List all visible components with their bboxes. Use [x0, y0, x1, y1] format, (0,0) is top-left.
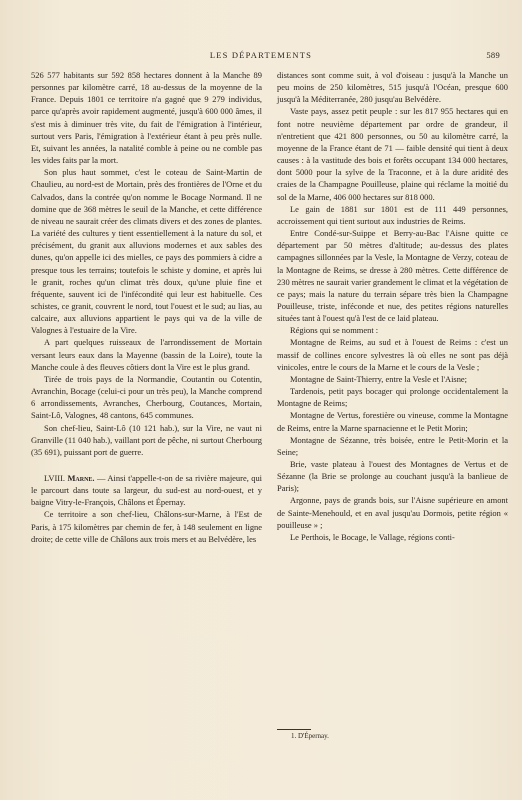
list-item: Montagne de Vertus, forestière ou vineuse, comme la Montagne de Reims, entre la Marne sparnacienne et le Petit Morin;	[277, 410, 508, 433]
paragraph: distances sont comme suit, à vol d'oiseau : jusqu'à la Manche un peu moins de 250 kilomètres, 515 jusqu'à l'Océan, presque 600 jusqu'à la Méditerranée, 280 jusqu'au Belvédère.	[277, 70, 508, 105]
paragraph: Le gain de 1881 sur 1801 est de 111 449 personnes, accroissement qui tient surtout aux industries de Reims.	[277, 203, 508, 226]
list-item: Tardenois, petit pays bocager qui prolonge occidentalement la Montagne de Reims;	[277, 386, 508, 409]
section-heading: Marne.	[67, 473, 95, 483]
list-item: Montagne de Saint-Thierry, entre la Vesle et l'Aisne;	[290, 373, 468, 384]
list-item: Le Perthois, le Bocage, le Vallage, régions conti-	[290, 531, 455, 542]
paragraph: Son chef-lieu, Saint-Lô (10 121 hab.), sur la Vire, ne vaut ni Granville (11 040 hab.), vaillant port de pêche, ni surtout Cherbourg (35 691), puissant port de guerre.	[31, 422, 262, 457]
footnote-rule	[277, 729, 311, 730]
section-number: LVIII.	[44, 473, 66, 483]
list-item: Montagne de Reims, au sud et à l'ouest de Reims : c'est un massif de collines encore sylvestres là où elles ne sont pas déjà vinicoles, entre le cours de la Marne et le cours de la Vesle ;	[277, 337, 508, 372]
paragraph: Régions qui se nomment :	[290, 325, 379, 336]
footnote: 1. D'Épernay.	[291, 732, 329, 740]
paragraph: Ce territoire a son chef-lieu, Châlons-sur-Marne, à l'Est de Paris, à 175 kilomètres par chemin de fer, à 148 seulement en ligne droite; de cette ville de Châlons aux trois mers et au Belvédère, les	[31, 509, 262, 544]
paragraph: Vaste pays, assez petit peuple : sur les 817 955 hectares qui en font notre neuvième département par ordre de grandeur, il n'entretient que 421 800 personnes, ou 50 au kilomètre carré, la moyenne de la France étant de 71 — faible densité qui tient à deux causes : à la vastitude des bois et forêts occupant 134 000 hectares, dont 5000 pour la sylve de la Traconne, et à la dure aridité des craies de la Champagne Pouilleuse, plaine qui réclame la moitié du sol de la Marne, 406 000 hectares sur 818 000.	[277, 106, 508, 202]
section-text: — Ainsi t'appelle-t-on de sa rivière majeure, qui le parcourt dans toute sa largeur, du sud-est au nord-ouest, et y baigne Vitry-le-François, Châlons et Épernay.	[31, 473, 263, 508]
paragraph: Son plus haut sommet, c'est le coteau de Saint-Martin de Chaulieu, au nord-est de Mortain, près des frontières de l'Orne et du Calvados, dans la contrée qu'on nomme le Bocage Normand. Il ne domine que de 368 mètres le seuil de la Manche, et cette différence de niveau ne saurait créer des climats divers et des zones de plantes. La variété des cultures y tient essentiellement à la nature du sol, et précisément, du granit aux alluvions modernes et aux sables des dunes, qu'on appelle ici des mielles, ce pays des pommiers à cidre a presque tous les terrains; toutefois le schiste y domine, et après lui le granit, roches qu'un climat très doux, qu'une pluie fine et fréquente, sauvent ici de l'infécondité qui leur est habituelle. Ces schistes, ce granit, couvrent le nord, tout l'ouest et le sud; au lias, au calcaire, aux alluvions appartient le pays qui va de la ville de Valognes à l'estuaire de la Vire.	[31, 167, 262, 336]
running-header	[22, 50, 500, 64]
paragraph: A part quelques ruisseaux de l'arrondissement de Mortain versant leurs eaux dans la Mayenne (bassin de la Loire), toute la Manche coule à des fleuves côtiers dont la Vire est le plus grand.	[31, 337, 262, 372]
list-item: Argonne, pays de grands bois, sur l'Aisne supérieure en amont de Sainte-Menehould, et en aval jusqu'au Dormois, petite région « pouilleuse » ;	[277, 495, 508, 530]
paragraph: Tirée de trois pays de la Normandie, Coutantin ou Cotentin, Avranchin, Bocage (celui-ci pour un très peu), la Manche comprend 6 arrondissements, Avranches, Cherbourg, Coutances, Mortain, Saint-Lô, Valognes, 48 cantons, 645 communes.	[31, 373, 262, 421]
list-item: Montagne de Sézanne, très boisée, entre le Petit-Morin et la Seine;	[277, 434, 508, 457]
list-item: Brie, vaste plateau à l'ouest des Montagnes de Vertus et de Sézanne (la Brie se prolonge au couchant jusqu'à la banlieue de Paris);	[277, 459, 508, 494]
right-column	[277, 69, 508, 543]
paragraph: 526 577 habitants sur 592 858 hectares donnent à la Manche 89 personnes par kilomètre carré, 18 au-dessus de la moyenne de la France. Depuis 1801 ce territoire n'a gagné que 9 279 individus, parce qu'après avoir rapidement augmenté, jusqu'à 600 000 âmes, il s'est mis à diminuer très vite, du fait de l'émigration à l'intérieur, surtout vers Paris, l'émigration à l'extérieur étant à peu près nulle. Et, suivant les années, la natalité comble à peine ou ne comble pas les vides faits par la mort.	[31, 70, 262, 166]
left-column	[31, 69, 262, 545]
page-number: 589	[486, 50, 500, 60]
running-title: LES DÉPARTEMENTS	[209, 50, 313, 60]
section-paragraph	[31, 472, 262, 508]
paragraph: Entre Condé-sur-Suippe et Berry-au-Bac l'Aisne quitte ce département par 50 mètres d'altitude; au-dessus des plates campagnes sillonnées par la Vesle, la Montagne de Verzy, coteau de la Montagne de Reims, se dresse à 280 mètres. Cette différence de 230 mètres ne saurait varier grandement le climat et la végétation de ce pays; mais la nature du terrain sépare très bien la Champagne Pouilleuse, triste, inféconde et nue, des petites régions naturelles situées tant à l'ouest qu'à l'est de ce laid plateau.	[277, 228, 508, 324]
